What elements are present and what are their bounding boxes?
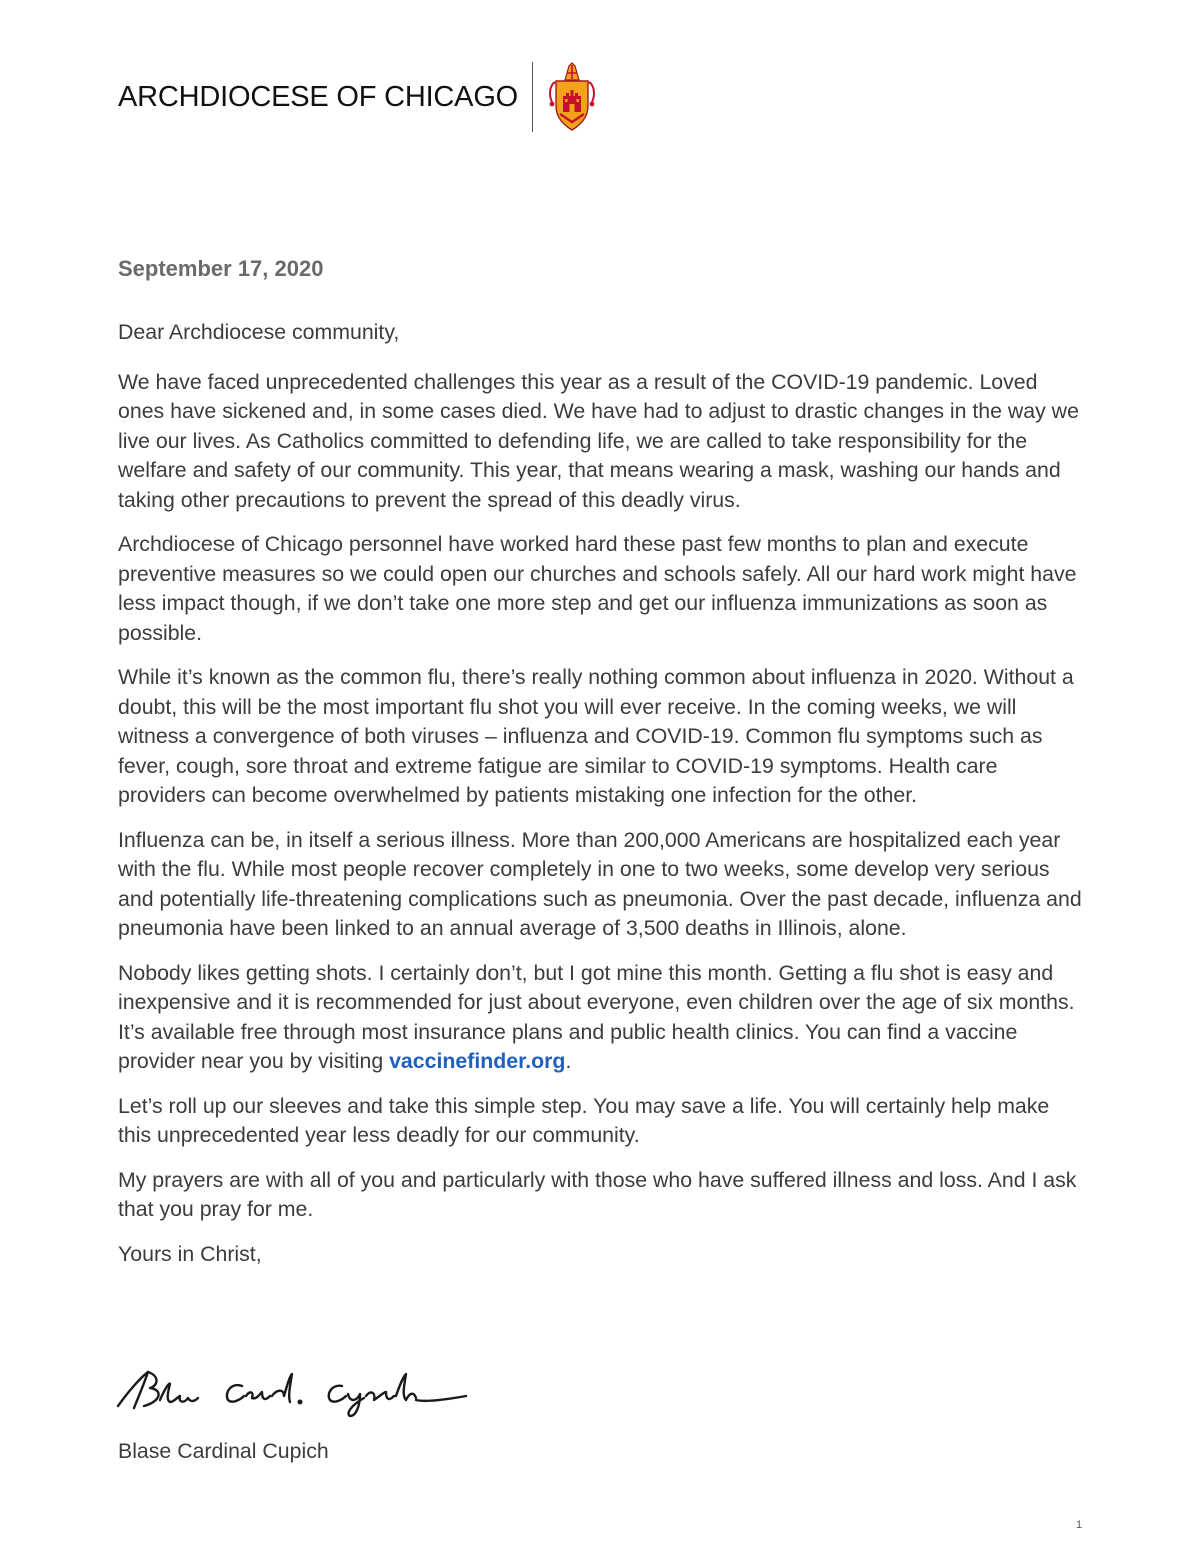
page-number: 1 [1076,1519,1083,1531]
body-paragraph: Archdiocese of Chicago personnel have worked hard these past few months to plan and execute preventive measures so we could open our churches and schools safely. All our hard work might have less impact though, if we don’t take one more step and get our influenza immunizations as soon as possible. [118,532,1077,645]
organization-name: ARCHDIOCESE OF CHICAGO [118,80,519,113]
vaccinefinder-link[interactable]: vaccinefinder.org [389,1049,566,1073]
body-paragraph: We have faced unprecedented challenges this year as a result of the COVID-19 pandemic. Loved ones have sickened and, in some cases died. We have had to adjust to drastic changes in the way we live our lives. As Catholics committed to defending life, we are called to take responsibility for the welfare and safety of our community. This year, that means wearing a mask, washing our hands and taking other precautions to prevent the spread of this deadly virus. [118,369,1079,512]
salutation: Dear Archdiocese community, [118,320,400,344]
letterhead-divider [532,62,533,132]
letter-body [118,318,1083,1284]
body-paragraph: My prayers are with all of you and particularly with those who have suffered illness and loss. And I ask that you pray for me. [118,1167,1077,1221]
body-paragraph: While it’s known as the common flu, there’s really nothing common about influenza in 2020. Without a doubt, this will be the most important flu shot you will ever receive. In the coming weeks, we will witness a convergence of both viruses – influenza and COVID-19. Common flu symptoms such as fever, cough, sore throat and extreme fatigue are similar to COVID-19 symptoms. Health care providers can become overwhelmed by patients mistaking one infection for the other. [118,665,1074,807]
paragraph-text: Nobody likes getting shots. I certainly don’t, but I got mine this month. Getting a flu shot is easy and inexpensive and it is recommended for just about everyone, even children over the age of six months. It’s available free through most insurance plans and public health clinics. You can find a vaccine provider near you by visiting [118,960,1075,1073]
paragraph-text: . [565,1049,572,1073]
letter-date: September 17, 2020 [118,256,324,281]
handwritten-signature [114,1362,474,1422]
signer-name: Blase Cardinal Cupich [118,1439,329,1463]
letterhead [118,62,599,132]
body-paragraph-with-link [118,959,1083,1077]
body-paragraph: Let’s roll up our sleeves and take this simple step. You may save a life. You will certainly help make this unprecedented year less deadly for our community. [118,1093,1050,1147]
coat-of-arms-icon [545,62,599,132]
body-paragraph: Influenza can be, in itself a serious illness. More than 200,000 Americans are hospitalized each year with the flu. While most people recover completely in one to two weeks, some develop very serious and potentially life-threatening complications such as pneumonia. Over the past decade, influenza and pneumonia have been linked to an annual average of 3,500 deaths in Illinois, alone. [118,827,1082,940]
closing: Yours in Christ, [118,1241,262,1266]
